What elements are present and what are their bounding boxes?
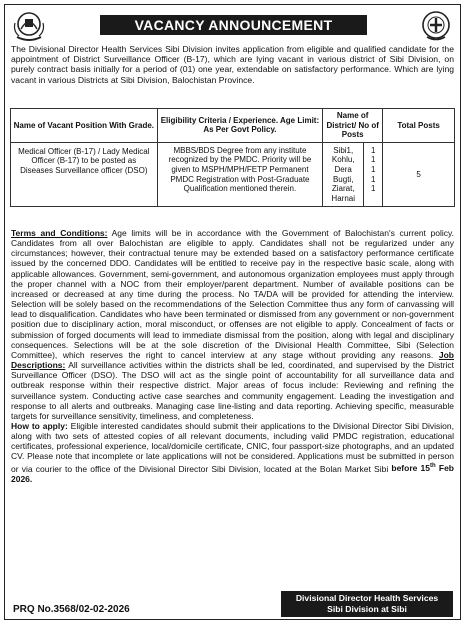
district-name: Kohlu, (331, 155, 355, 165)
office-line-1: Divisional Director Health Services (295, 593, 439, 603)
post-count: 1 (370, 174, 376, 184)
vacancy-announcement-page (4, 4, 461, 620)
office-line-2: Sibi Division at Sibi (327, 603, 407, 614)
deadline-suffix: Feb 2026. (11, 463, 454, 484)
job-descriptions-text: All surveillance activities within the districts shall be led, coordinated, and supervised by the District Surveillance Officer (DSO). The DSO will act as the single point of accountability for all surveillance data and outbreak response within their respective district. Major areas of focus include: Reviewing and refining the surveillance system. Conducting active case searches and community engagement. Leading the investigation and response to all alerts and outbreaks. Managing case line-listing and data reporting. Achieving specific, measurable targets for surveillance sensitivity, timeliness, and completeness. (11, 360, 454, 421)
how-to-apply-text: Eligible interested candidates should submit their applications to the Divisional Director Sibi Division, along with two sets of attested copies of all relevant documents, including valid PMDC registration, educational certificates, professional experience, local/domicile certificate, CNIC, four passport-size photographs, and an updated CV. Please note that incomplete or late applications will not be considered. Applications must be submitted in person or via courier to the office of the Divisional Director Sibi Division, located at the Bolan Market Sibi (11, 420, 454, 474)
col-header-eligibility: Eligibility Criteria / Experience. Age Limit: As Per Govt Policy. (157, 109, 323, 143)
terms-heading: Terms and Conditions: (11, 228, 108, 238)
deadline-sup: th (430, 463, 436, 470)
table-header-row (11, 109, 455, 143)
terms-section (11, 228, 454, 484)
post-count: 1 (370, 145, 376, 155)
health-department-logo (418, 9, 454, 43)
issuing-office (281, 591, 453, 617)
post-count: 1 (370, 164, 376, 174)
intro-paragraph: The Divisional Director Health Services Sibi Division invites application from eligible and qualified candidate for the appointment of District Surveillance Officer (B-17), which are lying vacant in various district of Sibi Division, on purely contract basis initially for a period of (01) one year, extendable on satisfactory performance. Which are lying vacant in various Districts at Sibi Division, Balochistan Province. (11, 44, 454, 85)
district-name: Harnai (331, 193, 355, 203)
district-name: Ziarat, (331, 184, 355, 194)
col-header-total: Total Posts (383, 109, 455, 143)
post-count: 1 (370, 155, 376, 165)
district-name: Dera Bugti, (332, 164, 354, 184)
col-header-position: Name of Vacant Position With Grade. (11, 109, 158, 143)
how-to-apply-heading: How to apply: (11, 420, 68, 431)
col-header-district: Name of District/ No of Posts (323, 109, 383, 143)
government-emblem-logo (11, 9, 47, 43)
page-title: VACANCY ANNOUNCEMENT (100, 15, 367, 35)
post-count: 1 (370, 184, 376, 194)
cell-position: Medical Officer (B-17) / Lady Medical Officer (B-17) to be posted as Diseases Surveillance officer (DSO) (11, 142, 158, 207)
cell-districts (323, 142, 364, 207)
vacancy-table (10, 108, 455, 207)
prq-number: PRQ No.3568/02-02-2026 (13, 604, 130, 615)
cell-eligibility: MBBS/BDS Degree from any institute recognized by the PMDC. Priority will be given to MSPH/MPH/FETP Permanent PMDC Registration with Post-Graduate Qualification mentioned therein. (157, 142, 323, 207)
district-name: Sibi1, (333, 145, 354, 155)
terms-text: Age limits will be in accordance with the Government of Balochistan's current policy. Candidates from all over Balochistan are eligible to apply. Candidates shall not be regularized under any circumstances; however, their contractual tenure may be extended based on a satisfactory performance certificate issued by the concerned DDO. Candidates will be entitled to receive pay in the respective basic scale, along with applicable allowances. Government, semi-government, and autonomous organization employees must apply through the proper channel with a NOC from their employer/parent department. Number of available positions can be increased or decreased at any time during the process. No TA/DA will be provided for attending the interview. Selection will be solely based on the recommendations of the Selection Committee thus any form of canvassing will lead to disqualification. Candidates who have been terminated or dismissed from any government or non-government position due to disciplinary action, moral misconduct, or offenses are not eligible to apply. Concealment of facts or submission of forged documents will lead to immediate dismissal from the position, along with legal and disciplinary consequences. Selections will be at the sole discretion of the Divisional Health Committee, Sibi (Selection Committee), which reserves the right to cancel interview at any stage without providing any reasons. (11, 228, 454, 360)
deadline-prefix: before 15 (391, 463, 431, 474)
table-row (11, 142, 455, 207)
job-descriptions-heading: Job Descriptions: (11, 349, 454, 371)
cell-total: 5 (383, 142, 455, 207)
cell-posts (364, 142, 383, 207)
